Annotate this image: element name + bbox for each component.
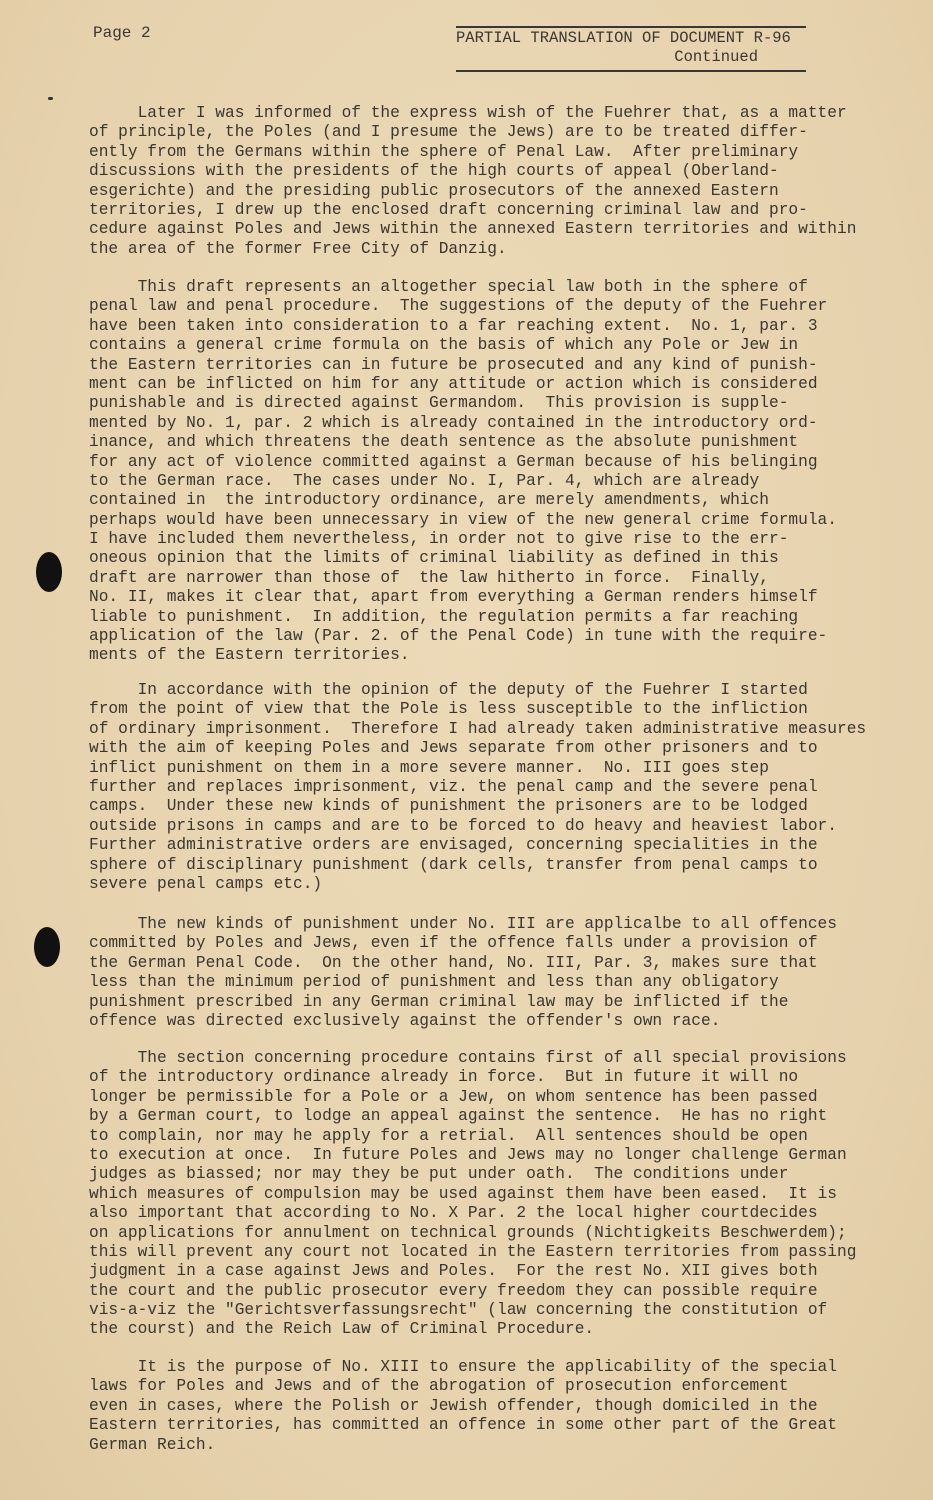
paragraph-6 bbox=[89, 1358, 837, 1455]
text-line: vis-a-viz the "Gerichtsverfassungsrecht" (law concerning the constitution of bbox=[89, 1301, 828, 1320]
text-line: discussions with the presidents of the high courts of appeal (Oberland- bbox=[89, 162, 779, 181]
text-line: with the aim of keeping Poles and Jews separate from other prisoners and to bbox=[89, 739, 818, 758]
text-line: German Reich. bbox=[89, 1435, 216, 1454]
text-line: from the point of view that the Pole is less susceptible to the infliction bbox=[89, 700, 808, 719]
text-line: the German Penal Code. On the other hand, No. III, Par. 3, makes sure that bbox=[89, 953, 818, 972]
text-line: severe penal camps etc.) bbox=[89, 874, 323, 893]
text-line: which measures of compulsion may be used against them have been eased. It is bbox=[89, 1184, 837, 1203]
text-line: the court and the public prosecutor every freedom they can possible require bbox=[89, 1281, 818, 1300]
text-line: Further administrative orders are envisaged, concerning specialities in the bbox=[89, 836, 818, 855]
text-line: the Eastern territories can in future be prosecuted and any kind of punish- bbox=[89, 355, 818, 374]
text-line: to execution at once. In future Poles and Jews may no longer challenge German bbox=[89, 1145, 847, 1164]
text-line: by a German court, to lodge an appeal against the sentence. He has no right bbox=[89, 1107, 828, 1126]
paragraph-5 bbox=[89, 1049, 856, 1340]
paragraph-4 bbox=[89, 915, 837, 1031]
text-line: for any act of violence committed against a German because of his belinging bbox=[89, 452, 818, 471]
text-line: ments of the Eastern territories. bbox=[89, 646, 410, 665]
text-line: esgerichte) and the presiding public prosecutors of the annexed Eastern bbox=[89, 181, 779, 200]
paragraph-1 bbox=[89, 104, 856, 259]
text-line: The section concerning procedure contains first of all special provisions bbox=[89, 1049, 847, 1067]
text-line: contained in the introductory ordinance, are merely amendments, which bbox=[89, 491, 769, 510]
text-line: of the introductory ordinance already in force. But in future it will no bbox=[89, 1068, 799, 1087]
continued-label: Continued bbox=[674, 48, 758, 66]
text-line: this will prevent any court not located in the Eastern territories from passing bbox=[89, 1242, 857, 1261]
text-line: draft are narrower than those of the law hitherto in force. Finally, bbox=[89, 568, 769, 587]
text-line: judges as biassed; nor may they be put under oath. The conditions under bbox=[89, 1165, 789, 1184]
text-line: the area of the former Free City of Danzig. bbox=[89, 239, 507, 258]
ink-speck bbox=[48, 97, 53, 100]
text-line: judgment in a case against Jews and Poles. For the rest No. XII gives both bbox=[89, 1262, 818, 1281]
text-line: perhaps would have been unnecessary in view of the new general crime formula. bbox=[89, 510, 837, 529]
punch-hole-mark bbox=[34, 927, 60, 967]
text-line: In accordance with the opinion of the deputy of the Fuehrer I started bbox=[89, 681, 808, 699]
text-line: ently from the Germans within the sphere of Penal Law. After preliminary bbox=[89, 142, 799, 161]
text-line: It is the purpose of No. XIII to ensure the applicability of the special bbox=[89, 1358, 837, 1376]
text-line: even in cases, where the Polish or Jewish offender, though domiciled in the bbox=[89, 1396, 818, 1415]
text-line: application of the law (Par. 2. of the Penal Code) in tune with the require- bbox=[89, 627, 828, 646]
text-line: cedure against Poles and Jews within the annexed Eastern territories and within bbox=[89, 220, 857, 239]
text-line: laws for Poles and Jews and of the abrogation of prosecution enforcement bbox=[89, 1377, 789, 1396]
text-line: longer be permissible for a Pole or a Jew, on whom sentence has been passed bbox=[89, 1087, 818, 1106]
text-line: punishment prescribed in any German criminal law may be inflicted if the bbox=[89, 992, 789, 1011]
document-title-block bbox=[456, 26, 806, 72]
text-line: sphere of disciplinary punishment (dark cells, transfer from penal camps to bbox=[89, 855, 818, 874]
text-line: ment can be inflicted on him for any attitude or action which is considered bbox=[89, 374, 818, 393]
text-line: to the German race. The cases under No. I, Par. 4, which are already bbox=[89, 471, 760, 490]
text-line: Eastern territories, has committed an offence in some other part of the Great bbox=[89, 1416, 837, 1435]
text-line: further and replaces imprisonment, viz. the penal camp and the severe penal bbox=[89, 777, 818, 796]
text-line: inflict punishment on them in a more severe manner. No. III goes step bbox=[89, 758, 769, 777]
punch-hole-mark bbox=[36, 552, 62, 592]
text-line: offence was directed exclusively against the offender's own race. bbox=[89, 1011, 721, 1030]
text-line: inance, and which threatens the death sentence as the absolute punishment bbox=[89, 433, 799, 452]
text-line: punishable and is directed against Germandom. This provision is supple- bbox=[89, 394, 789, 413]
text-line: contains a general crime formula on the basis of which any Pole or Jew in bbox=[89, 336, 799, 355]
text-line: camps. Under these new kinds of punishment the prisoners are to be lodged bbox=[89, 797, 808, 816]
document-title: PARTIAL TRANSLATION OF DOCUMENT R-96 bbox=[456, 29, 791, 47]
text-line: Later I was informed of the express wish of the Fuehrer that, as a matter bbox=[89, 104, 847, 122]
text-line: outside prisons in camps and are to be forced to do heavy and heaviest labor. bbox=[89, 816, 837, 835]
paragraph-2 bbox=[89, 278, 837, 666]
text-line: liable to punishment. In addition, the regulation permits a far reaching bbox=[89, 607, 799, 626]
text-line: I have included them nevertheless, in order not to give rise to the err- bbox=[89, 530, 789, 549]
paragraph-3 bbox=[89, 681, 866, 894]
text-line: on applications for annulment on technical grounds (Nichtigkeits Beschwerdem); bbox=[89, 1223, 847, 1242]
text-line: of ordinary imprisonment. Therefore I had already taken administrative measures bbox=[89, 719, 867, 738]
text-line: oneous opinion that the limits of criminal liability as defined in this bbox=[89, 549, 779, 568]
text-line: territories, I drew up the enclosed draft concerning criminal law and pro- bbox=[89, 200, 808, 219]
text-line: the courst) and the Reich Law of Criminal Procedure. bbox=[89, 1320, 595, 1339]
text-line: This draft represents an altogether special law both in the sphere of bbox=[89, 278, 808, 296]
text-line: of principle, the Poles (and I presume the Jews) are to be treated differ- bbox=[89, 123, 808, 142]
text-line: to complain, nor may he apply for a retrial. All sentences should be open bbox=[89, 1126, 808, 1145]
text-line: No. II, makes it clear that, apart from everything a German renders himself bbox=[89, 588, 818, 607]
text-line: also important that according to No. X Par. 2 the local higher courtdecides bbox=[89, 1204, 818, 1223]
text-line: penal law and penal procedure. The suggestions of the deputy of the Fuehrer bbox=[89, 297, 828, 316]
page-number: Page 2 bbox=[93, 24, 151, 42]
text-line: committed by Poles and Jews, even if the offence falls under a provision of bbox=[89, 934, 818, 953]
text-line: The new kinds of punishment under No. III are applicalbe to all offences bbox=[89, 915, 837, 933]
text-line: have been taken into consideration to a far reaching extent. No. 1, par. 3 bbox=[89, 316, 818, 335]
text-line: mented by No. 1, par. 2 which is already contained in the introductory ord- bbox=[89, 413, 818, 432]
text-line: less than the minimum period of punishment and less than any obligatory bbox=[89, 973, 779, 992]
